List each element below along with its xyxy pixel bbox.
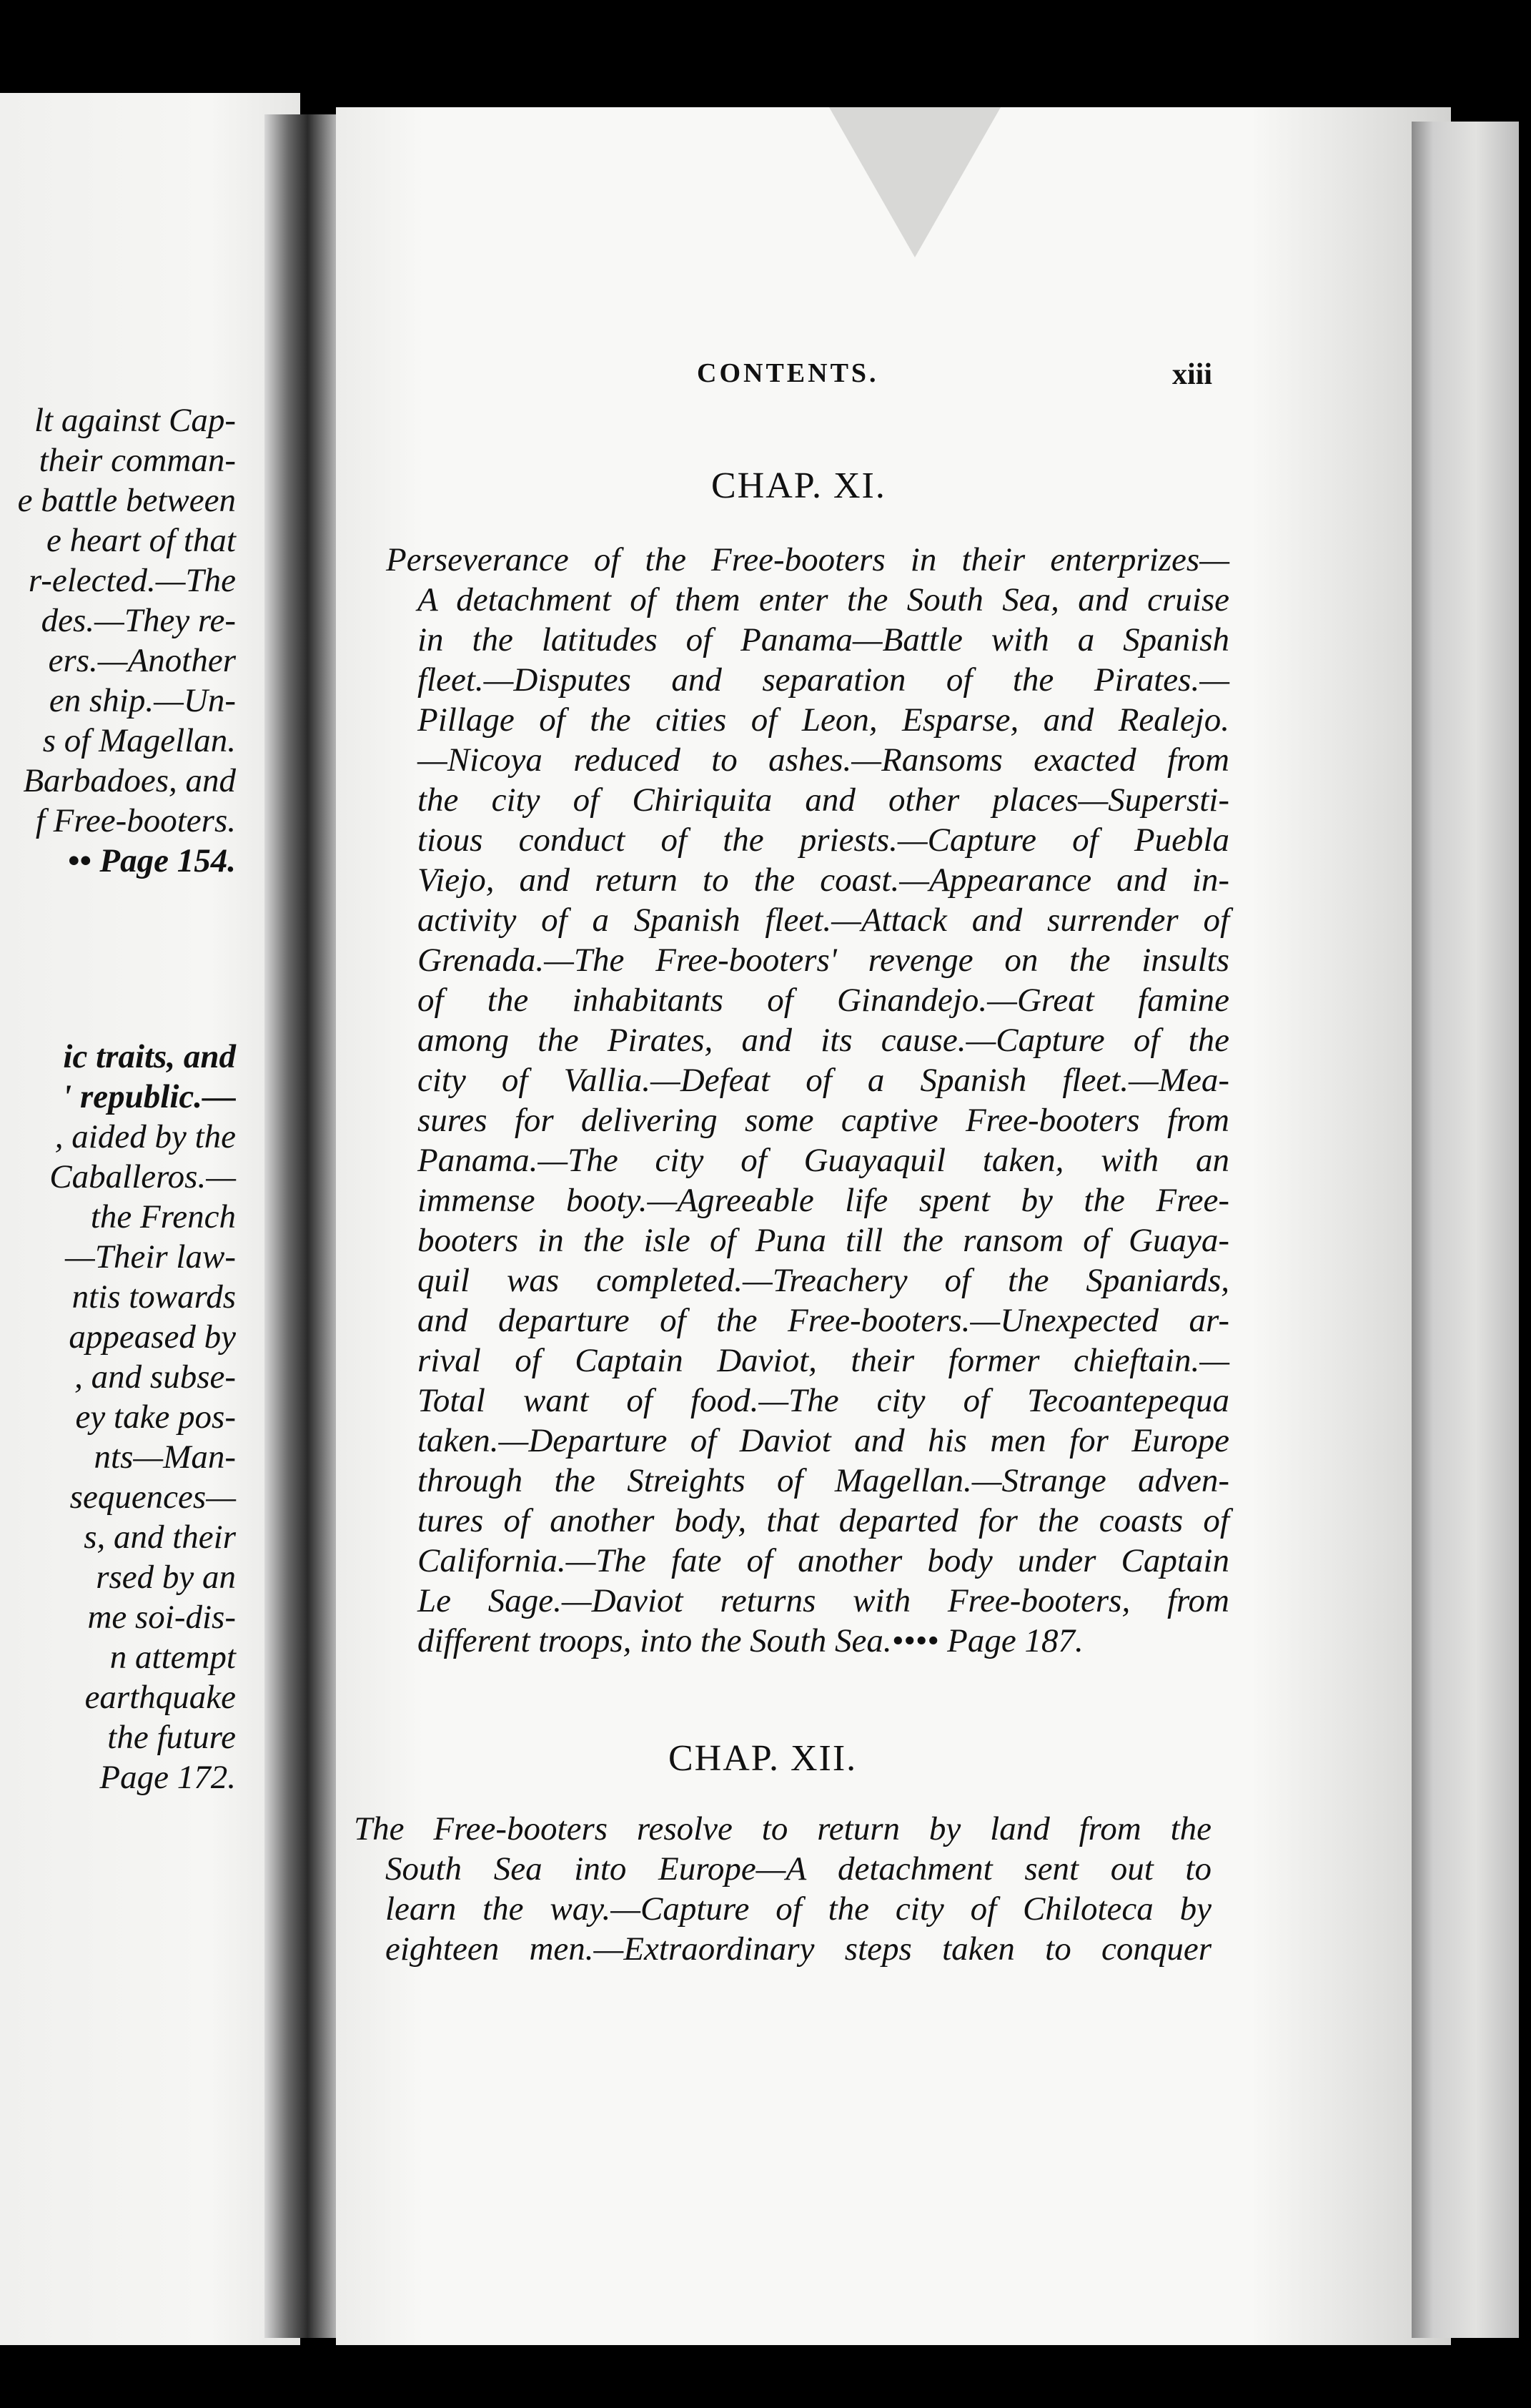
left-page-line: en ship.—Un- [49, 682, 236, 719]
left-page-line: , aided by the [54, 1118, 236, 1155]
summary-line: the city of Chiriquita and other places—Supersti- [417, 781, 1229, 819]
left-page-line: the future [107, 1719, 236, 1756]
summary-line: quil was completed.—Treachery of the Spaniards, [417, 1262, 1229, 1299]
left-page-line: me soi-dis- [87, 1599, 236, 1636]
book-gutter [264, 114, 343, 2338]
left-page-line: ic traits, and [63, 1038, 236, 1075]
left-page-line: •• Page 154. [67, 842, 236, 879]
chapter-xii-summary [354, 1809, 1212, 1969]
summary-line: and departure of the Free-booters.—Unexpected ar- [417, 1302, 1229, 1339]
left-page-line: Page 172. [99, 1759, 236, 1796]
running-head: CONTENTS. [697, 358, 879, 388]
summary-line: of the inhabitants of Ginandejo.—Great famine [417, 982, 1229, 1019]
left-page-line: Barbadoes, and [23, 762, 236, 799]
left-page-text-block-2 [0, 1037, 236, 1797]
left-page-line: —Their law- [65, 1238, 236, 1275]
left-page-line: ntis towards [71, 1278, 236, 1316]
summary-line: South Sea into Europe—A detachment sent out to [385, 1850, 1212, 1888]
left-page-line: des.—They re- [41, 602, 236, 639]
chapter-heading-xi: CHAP. XI. [711, 465, 886, 506]
summary-line: eighteen men.—Extraordinary steps taken to conquer [385, 1930, 1212, 1968]
left-page-line: Caballeros.— [49, 1158, 236, 1195]
page-number: xiii [1172, 358, 1213, 391]
summary-line: immense booty.—Agreeable life spent by the Free- [417, 1182, 1229, 1219]
summary-line: Pillage of the cities of Leon, Esparse, and Realejo. [417, 701, 1229, 739]
summary-line: booters in the isle of Puna till the ransom of Guaya- [417, 1222, 1229, 1259]
left-page-line: s, and their [84, 1519, 236, 1556]
summary-line: among the Pirates, and its cause.—Capture of the [417, 1022, 1229, 1059]
summary-line: learn the way.—Capture of the city of Chiloteca by [385, 1890, 1212, 1928]
left-page-line: rsed by an [96, 1559, 236, 1596]
summary-line: Grenada.—The Free-booters' revenge on the insults [417, 942, 1229, 979]
left-page-line: n attempt [109, 1639, 236, 1676]
summary-line: city of Vallia.—Defeat of a Spanish fleet.—Mea- [417, 1062, 1229, 1099]
summary-line: —Nicoya reduced to ashes.—Ransoms exacted from [417, 741, 1229, 779]
page-edge [1412, 122, 1519, 2338]
left-page-line: ey take pos- [75, 1398, 236, 1436]
left-page-line: s of Magellan. [42, 722, 236, 759]
left-page-line: ers.—Another [48, 642, 236, 679]
summary-line: Perseverance of the Free-booters in their enterprizes— [386, 541, 1229, 578]
left-page-line: lt against Cap- [34, 402, 236, 439]
summary-line: different troops, into the South Sea.•••• Page 187. [417, 1622, 1084, 1659]
summary-line: tures of another body, that departed for the coasts of [417, 1502, 1229, 1539]
chapter-heading-xii: CHAP. XII. [668, 1738, 858, 1779]
summary-line: taken.—Departure of Daviot and his men for Europe [417, 1422, 1229, 1459]
summary-line: Total want of food.—The city of Tecoantepequa [417, 1382, 1229, 1419]
left-page-text-block-1 [0, 400, 236, 881]
left-page-line: earthquake [84, 1679, 236, 1716]
left-page-line: ' republic.— [62, 1078, 236, 1115]
summary-line: Le Sage.—Daviot returns with Free-booters, from [417, 1582, 1229, 1619]
summary-line: fleet.—Disputes and separation of the Pirates.— [417, 661, 1229, 699]
left-page-line: f Free-booters. [35, 802, 236, 839]
summary-line: Viejo, and return to the coast.—Appearance and in- [417, 862, 1229, 899]
summary-line: rival of Captain Daviot, their former chieftain.— [417, 1342, 1229, 1379]
summary-line: activity of a Spanish fleet.—Attack and surrender of [417, 902, 1229, 939]
summary-line: sures for delivering some captive Free-booters from [417, 1102, 1229, 1139]
left-page-line: nts—Man- [94, 1439, 236, 1476]
left-page-line: sequences— [69, 1479, 236, 1516]
left-page-line: e heart of that [46, 522, 236, 559]
chapter-xi-summary [386, 540, 1229, 1661]
torn-notch [829, 107, 1001, 257]
left-page-line: , and subse- [74, 1358, 236, 1396]
summary-line: California.—The fate of another body under Captain [417, 1542, 1229, 1579]
summary-line: A detachment of them enter the South Sea, and cruise [417, 581, 1229, 618]
summary-line: The Free-booters resolve to return by land from the [354, 1810, 1212, 1847]
summary-line: in the latitudes of Panama—Battle with a Spanish [417, 621, 1229, 658]
left-page-line: e battle between [17, 482, 236, 519]
left-page-line: the French [90, 1198, 236, 1235]
left-page-line: r-elected.—The [28, 562, 236, 599]
summary-line: through the Streights of Magellan.—Strange adven- [417, 1462, 1229, 1499]
left-page-line: their comman- [39, 442, 236, 479]
summary-line: Panama.—The city of Guayaquil taken, with an [417, 1142, 1229, 1179]
summary-line: tious conduct of the priests.—Capture of Puebla [417, 821, 1229, 859]
left-page-line: appeased by [69, 1318, 236, 1356]
